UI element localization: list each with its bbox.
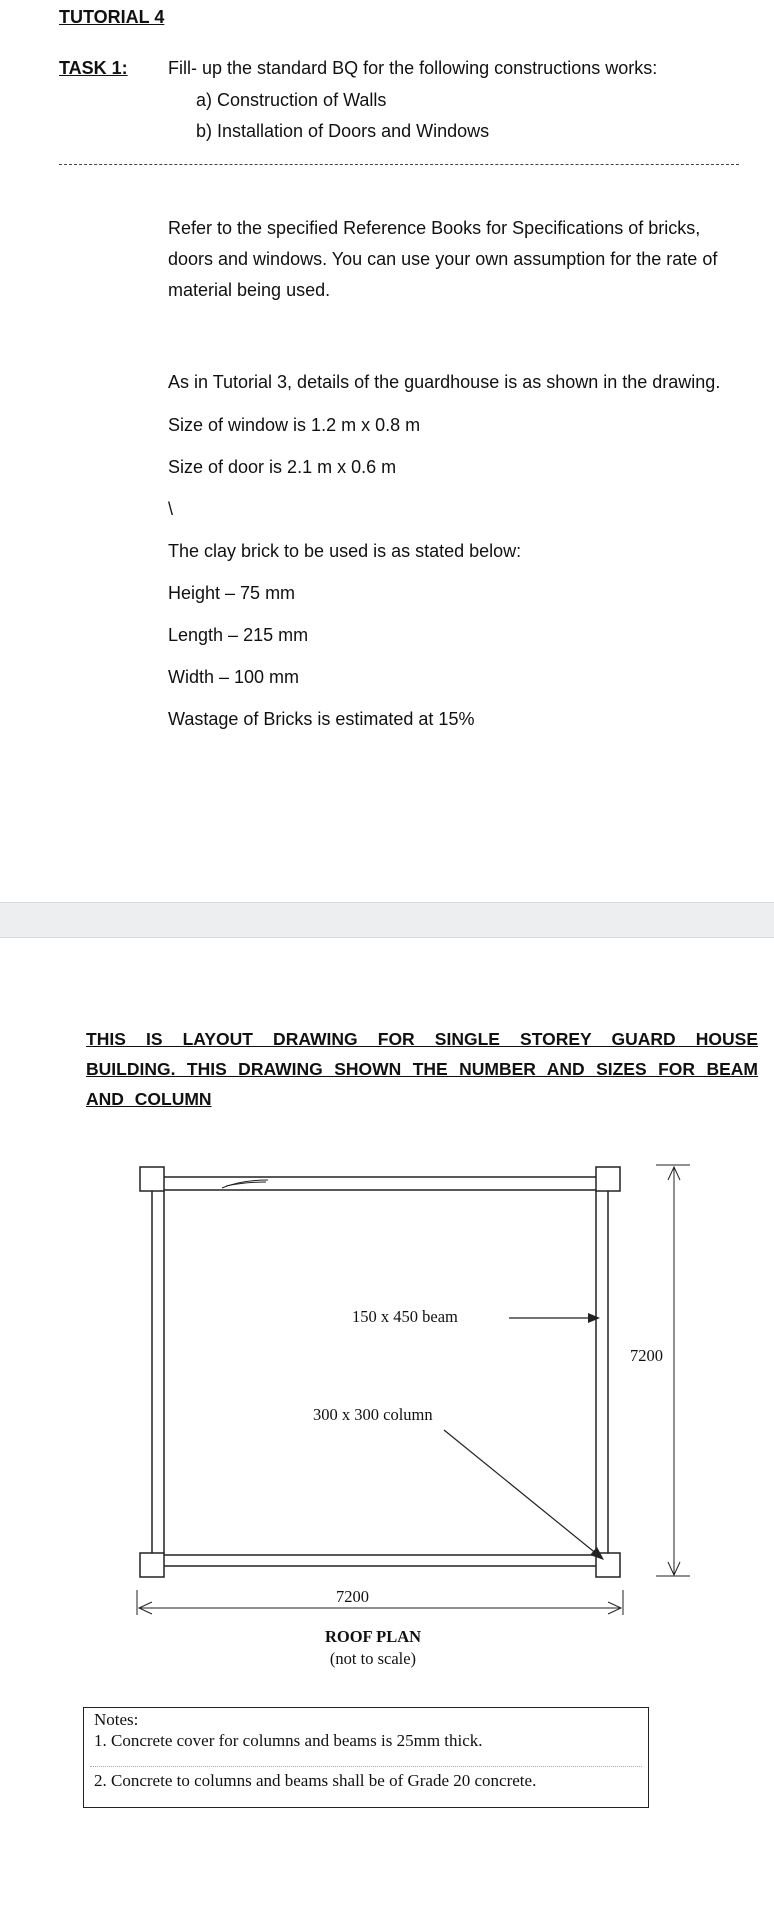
brick-height-line: Height – 75 mm <box>168 583 296 603</box>
stray-backslash: \ <box>168 499 174 519</box>
beam-bottom <box>164 1555 596 1566</box>
note-concrete-grade: 2. Concrete to columns and beams shall be of Grade 20 concrete. <box>94 1771 537 1790</box>
task-label: TASK 1: <box>59 58 128 78</box>
task-text: Fill- up the standard BQ for the following constructions works: <box>168 58 658 78</box>
column-label: 300 x 300 column <box>313 1405 433 1424</box>
column-leader-line <box>444 1430 598 1555</box>
guardhouse-line: As in Tutorial 3, details of the guardhouse is as shown in the drawing. <box>168 372 721 392</box>
page-1 <box>0 0 774 902</box>
notes-title: Notes: <box>94 1710 139 1729</box>
notes-box <box>83 1707 649 1808</box>
brick-length-line: Length – 215 mm <box>168 625 309 645</box>
door-size-line: Size of door is 2.1 m x 0.6 m <box>168 457 397 477</box>
dashed-divider <box>59 164 739 165</box>
window-size-line: Size of window is 1.2 m x 0.8 m <box>168 415 421 435</box>
task-item-doors-windows: b) Installation of Doors and Windows <box>196 121 490 141</box>
brick-wastage-line: Wastage of Bricks is estimated at 15% <box>168 709 475 729</box>
beam-top <box>164 1177 596 1190</box>
roof-plan-drawing <box>0 1150 774 1670</box>
brick-width-line: Width – 100 mm <box>168 667 300 687</box>
beam-right <box>596 1191 608 1553</box>
column-top-left <box>140 1167 164 1191</box>
page-gap <box>0 902 774 938</box>
drawing-heading: THIS IS LAYOUT DRAWING FOR SINGLE STOREY GUARD HOUSE BUILDING. THIS DRAWING SHOWN THE NUMBER AND SIZES FOR BEAM AND COLUMN <box>86 1029 758 1109</box>
beam-arrowhead-icon <box>588 1313 600 1323</box>
plan-title: ROOF PLAN <box>324 1627 422 1646</box>
vertical-dimension-label: 7200 <box>630 1346 663 1365</box>
horizontal-dimension-label: 7200 <box>336 1587 369 1606</box>
column-bottom-left <box>140 1553 164 1577</box>
column-top-right <box>596 1167 620 1191</box>
brick-intro-line: The clay brick to be used is as stated below: <box>168 541 522 561</box>
horizontal-dimension <box>137 1590 623 1615</box>
tutorial-title: TUTORIAL 4 <box>59 7 165 27</box>
beam-left <box>152 1191 164 1553</box>
note-concrete-cover: 1. Concrete cover for columns and beams is 25mm thick. <box>94 1731 483 1750</box>
notes-divider <box>90 1766 642 1767</box>
beam-label: 150 x 450 beam <box>352 1307 458 1326</box>
reference-paragraph: Refer to the specified Reference Books for Specifications of bricks, doors and windows. You can use your own assumption for the rate of material being used. <box>168 218 718 300</box>
task-item-walls: a) Construction of Walls <box>196 90 387 110</box>
vertical-dimension <box>656 1165 690 1576</box>
plan-subtitle: (not to scale) <box>329 1649 417 1668</box>
